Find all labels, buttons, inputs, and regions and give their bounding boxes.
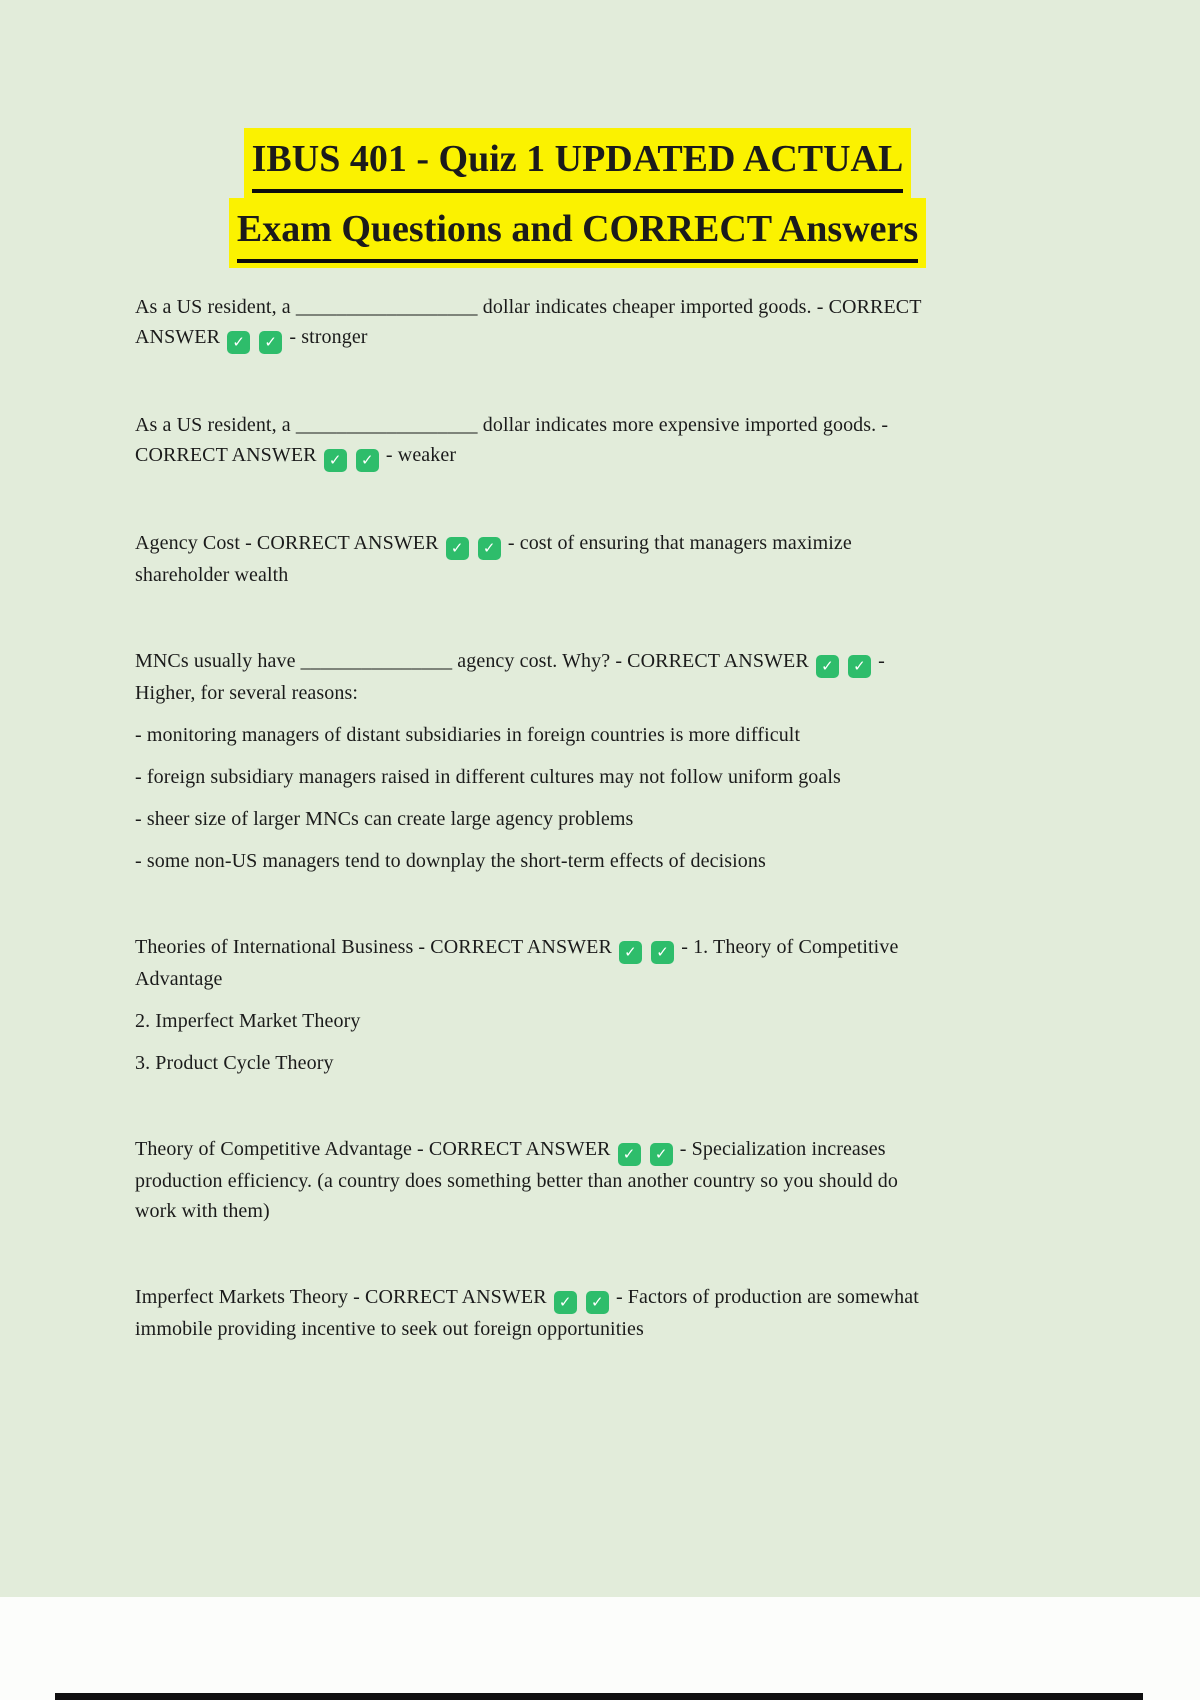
check-icon: ✓ — [586, 1291, 609, 1314]
document-content — [135, 0, 1020, 1344]
qa-paragraph: As a US resident, a __________________ dollar indicates cheaper imported goods. - CORRECT ANSWER ✓ ✓ - stronger — [135, 292, 1020, 354]
check-icon: ✓ — [651, 941, 674, 964]
check-icon: ✓ — [259, 331, 282, 354]
qa-paragraph: 2. Imperfect Market Theory — [135, 1010, 361, 1032]
qa-paragraph: MNCs usually have _______________ agency cost. Why? - CORRECT ANSWER ✓ ✓ - Higher, for several reasons: — [135, 650, 885, 704]
qa-content — [135, 292, 1020, 1344]
next-page-top-edge — [55, 1693, 1143, 1700]
check-icon: ✓ — [227, 331, 250, 354]
title-line-1: IBUS 401 - Quiz 1 UPDATED ACTUAL — [244, 128, 912, 198]
qa-paragraph: Imperfect Markets Theory - CORRECT ANSWER ✓ ✓ - Factors of production are somewhat immobile providing incentive to seek out foreign opportunities — [135, 1286, 919, 1340]
qa-paragraph: - monitoring managers of distant subsidiaries in foreign countries is more difficult — [135, 724, 801, 746]
check-icon: ✓ — [478, 537, 501, 560]
qa-paragraph: As a US resident, a __________________ dollar indicates more expensive imported goods. - CORRECT ANSWER ✓ ✓ - weaker — [135, 410, 1020, 472]
qa-paragraph: - foreign subsidiary managers raised in different cultures may not follow uniform goals — [135, 766, 841, 788]
check-icon: ✓ — [650, 1143, 673, 1166]
qa-paragraph: - some non-US managers tend to downplay the short-term effects of decisions — [135, 850, 766, 872]
check-icon: ✓ — [618, 1143, 641, 1166]
check-icon: ✓ — [446, 537, 469, 560]
qa-paragraph: Agency Cost - CORRECT ANSWER ✓ ✓ - cost of ensuring that managers maximize shareholder wealth — [135, 532, 852, 586]
check-icon: ✓ — [356, 449, 379, 472]
check-icon: ✓ — [848, 655, 871, 678]
document-title — [135, 128, 1020, 268]
check-icon: ✓ — [324, 449, 347, 472]
check-icon: ✓ — [816, 655, 839, 678]
qa-paragraph: - sheer size of larger MNCs can create large agency problems — [135, 808, 634, 830]
qa-paragraph: 3. Product Cycle Theory — [135, 1052, 334, 1074]
check-icon: ✓ — [619, 941, 642, 964]
next-page-preview — [0, 1597, 1200, 1700]
title-line-2: Exam Questions and CORRECT Answers — [229, 198, 926, 268]
qa-paragraph: Theories of International Business - CORRECT ANSWER ✓ ✓ - 1. Theory of Competitive Advantage — [135, 936, 899, 990]
check-icon: ✓ — [554, 1291, 577, 1314]
qa-paragraph: Theory of Competitive Advantage - CORRECT ANSWER ✓ ✓ - Specialization increases production efficiency. (a country does something better than another country so you should do work with them) — [135, 1138, 899, 1222]
